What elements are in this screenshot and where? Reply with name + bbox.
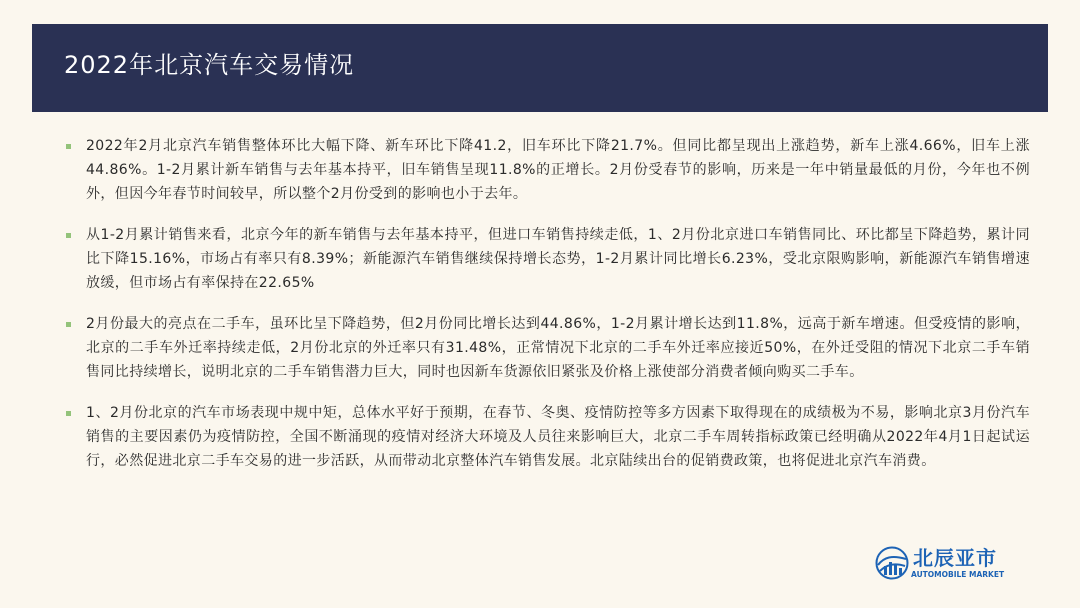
bullet-square-icon — [66, 144, 71, 149]
bullet-item — [64, 312, 1030, 384]
bullet-text: 1、2月份北京的汽车市场表现中规中矩，总体水平好于预期，在春节、冬奥、疫情防控等多方因素下取得现在的成绩极为不易，影响北京3月份汽车销售的主要因素仍为疫情防控，全国不断涌现的疫情对经济大环境及人员往来影响巨大，北京二手车周转指标政策已经明确从2022年4月1日起试运行，必然促进北京二手车交易的进一步活跃，从而带动北京整体汽车销售发展。北京陆续出台的促销费政策，也将促进北京汽车消费。 — [86, 405, 1030, 469]
bullet-item — [64, 401, 1030, 473]
bullet-text: 2022年2月北京汽车销售整体环比大幅下降、新车环比下降41.2，旧车环比下降21.7%。但同比都呈现出上涨趋势，新车上涨4.66%，旧车上涨44.86%。1-2月累计新车销售与去年基本持平，旧车销售呈现11.8%的正增长。2月份受春节的影响，历来是一年中销量最低的月份，今年也不例外，但因今年春节时间较早，所以整个2月份受到的影响也小于去年。 — [86, 138, 1030, 202]
bullet-square-icon — [66, 233, 71, 238]
logo-text-cn: 北辰亚市 — [913, 546, 997, 570]
company-logo — [875, 546, 1023, 582]
bullet-text: 从1-2月累计销售来看，北京今年的新车销售与去年基本持平，但进口车销售持续走低，1、2月份北京进口车销售同比、环比都呈下降趋势，累计同比下降15.16%，市场占有率只有8.39%；新能源汽车销售继续保持增长态势，1-2月累计同比增长6.23%，受北京限购影响，新能源汽车销售增速放缓，但市场占有率保持在22.65% — [86, 227, 1030, 291]
bullet-square-icon — [66, 322, 71, 327]
logo-text-en: AUTOMOBILE MARKET — [911, 570, 1005, 579]
bullet-text: 2月份最大的亮点在二手车，虽环比呈下降趋势，但2月份同比增长达到44.86%，1-2月累计增长达到11.8%，远高于新车增速。但受疫情的影响，北京的二手车外迁率持续走低，2月份北京的外迁率只有31.48%，正常情况下北京的二手车外迁率应接近50%，在外迁受阻的情况下北京二手车销售同比持续增长，说明北京的二手车销售潜力巨大，同时也因新车货源依旧紧张及价格上涨使部分消费者倾向购买二手车。 — [86, 316, 1030, 380]
page-title: 2022年北京汽车交易情况 — [64, 51, 355, 79]
bullet-square-icon — [66, 411, 71, 416]
bullet-item — [64, 223, 1030, 295]
bullet-item — [64, 134, 1030, 206]
bullet-list — [64, 134, 1030, 490]
globe-emblem-icon — [875, 546, 909, 580]
header-band — [32, 24, 1048, 112]
